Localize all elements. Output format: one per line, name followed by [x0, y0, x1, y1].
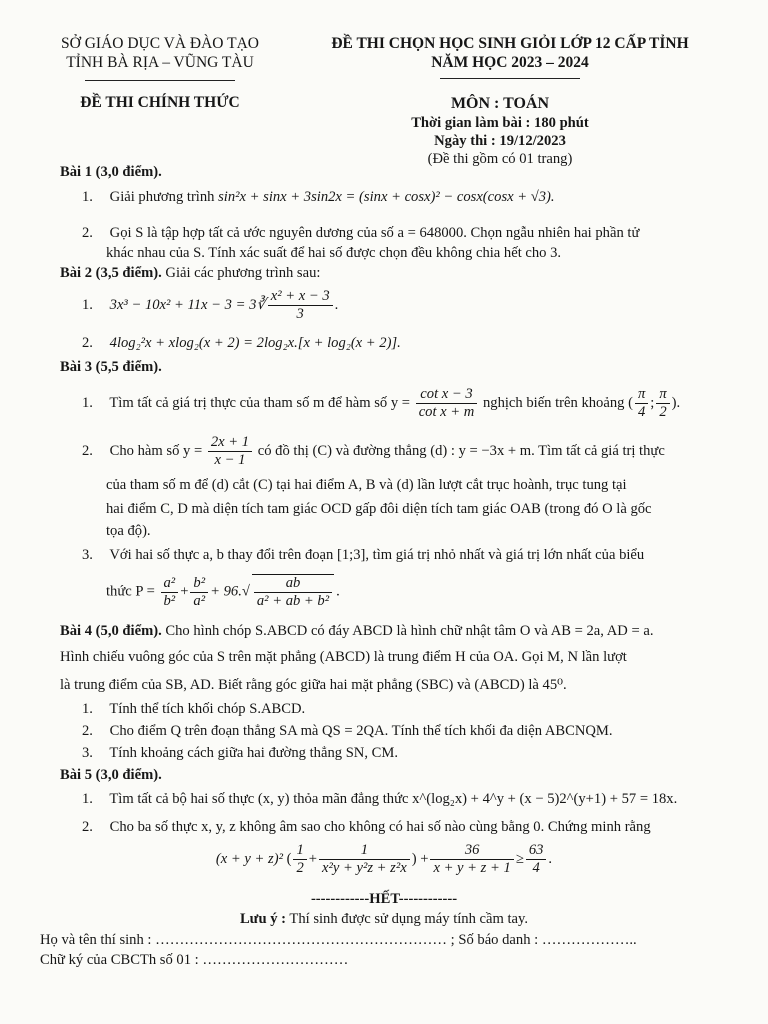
- equation: sin²x + sinx + 3sin2x = (sinx + cosx)² − cosx(cosx + √3).: [218, 189, 555, 205]
- numerator: a²: [163, 574, 176, 591]
- denominator: a²: [190, 592, 208, 610]
- question-item: 1. Tìm tất cả giá trị thực của tham số m để hàm số y = $\frac{\text{cot x − 3}}{\text{cot x + m}}$ nghịch biến trên khoảng ( $\frac{\pi}{4}$ ; $\frac{\pi}{2}$ ).: [82, 386, 681, 420]
- denominator: b²: [161, 592, 179, 610]
- header-divider: [440, 78, 580, 79]
- subject-block: [400, 94, 600, 168]
- item-number: 3.: [82, 547, 93, 563]
- section-heading: [60, 264, 320, 283]
- numerator: π: [659, 386, 667, 402]
- exam-date: Ngày thi : 19/12/2023: [434, 133, 566, 149]
- subject: MÔN : TOÁN: [450, 95, 550, 112]
- question-item: [82, 790, 722, 809]
- item-number: 1.: [82, 394, 93, 411]
- question-text: Tìm tất cả bộ hai số thực (x, y) thỏa mãn đẳng thức x^(log₂x) + 4^y + (x − 5)2^(y+1) + 57 = 18x.: [109, 791, 678, 807]
- fraction: [161, 575, 179, 610]
- numerator: 63: [528, 842, 544, 858]
- item-number: 1.: [82, 296, 93, 313]
- section-title: Bài 5 (3,0 điểm).: [60, 767, 162, 783]
- numerator: 1: [296, 842, 304, 858]
- fraction: [656, 386, 669, 421]
- question-text: của tham số m để (d) cắt (C) tại hai điểm A, B và (d) lần lượt cắt trục hoành, trục tung tại: [106, 477, 627, 493]
- formula-part: (x + y + z)²: [215, 850, 283, 867]
- item-number: 1.: [82, 791, 93, 807]
- section-paragraph: [60, 622, 720, 641]
- item-number: 2.: [82, 335, 93, 351]
- section-title: Bài 2 (3,5 điểm).: [60, 265, 162, 281]
- fraction: [319, 842, 410, 877]
- question-item: [82, 334, 722, 353]
- item-number: 2.: [82, 225, 93, 241]
- fraction: [268, 288, 333, 323]
- question-item: [82, 700, 722, 719]
- fraction: [416, 386, 478, 421]
- question-text: Với hai số thực a, b thay đổi trên đoạn [1;3], tìm giá trị nhỏ nhất và giá trị lớn nhất của biểu: [109, 547, 645, 563]
- denominator: 2: [293, 859, 306, 877]
- header-divider: [85, 80, 235, 81]
- denominator: cot x + m: [416, 403, 478, 421]
- denominator: a² + ab + b²: [254, 592, 332, 610]
- question-text: Giải phương trình: [109, 189, 215, 205]
- numerator: b²: [193, 574, 206, 591]
- question-text: Cho hàm số y =: [109, 442, 203, 459]
- header-left: [40, 34, 280, 113]
- question-text: thức P =: [106, 583, 155, 600]
- question-text: Tìm tất cả giá trị thực của tham số m để hàm số y =: [109, 394, 411, 411]
- question-text: Gọi S là tập hợp tất cả ước nguyên dương của số a = 648000. Chọn ngẫu nhiên hai phần tử: [109, 225, 640, 241]
- numerator: cot x − 3: [420, 386, 473, 402]
- formula-line: thức P = $\frac{\text{a²}}{\text{b²}}$ + $\frac{\text{b²}}{\text{a²}}$ + 96.√ $\frac{ab}{\text{a² + ab + b²}}$ .: [106, 574, 340, 609]
- header-right: [300, 34, 720, 79]
- school-year: NĂM HỌC 2023 – 2024: [431, 54, 589, 71]
- fraction: [635, 386, 648, 421]
- note-label: Lưu ý :: [239, 911, 287, 927]
- numerator: 2x + 1: [210, 434, 250, 450]
- fraction: [252, 574, 334, 610]
- section-title: Bài 3 (5,5 điểm).: [60, 359, 162, 375]
- item-number: 2.: [82, 819, 93, 835]
- duration: Thời gian làm bài : 180 phút: [411, 115, 589, 131]
- question-item: [82, 188, 722, 207]
- denominator: 4: [635, 403, 648, 421]
- note: [0, 910, 768, 929]
- exam-title: ĐỀ THI CHỌN HỌC SINH GIỎI LỚP 12 CẤP TỈNH: [331, 35, 689, 52]
- denominator: 3: [268, 305, 333, 323]
- denominator: 4: [526, 859, 547, 877]
- fraction: [208, 434, 252, 469]
- question-item: [82, 434, 722, 469]
- paragraph-text: Cho hình chóp S.ABCD có đáy ABCD là hình chữ nhật tâm O và AB = 2a, AD = a.: [165, 623, 654, 639]
- question-text: Cho điểm Q trên đoạn thẳng SA mà QS = 2QA. Tính thể tích khối đa diện ABCNQM.: [109, 723, 613, 739]
- note-text: Thí sinh được sử dụng máy tính cầm tay.: [289, 911, 529, 927]
- numerator: 1: [360, 842, 368, 858]
- fraction: [293, 842, 306, 877]
- candidate-name-line: Họ và tên thí sinh : …………………………………………………… ; Số báo danh : ………………..: [40, 932, 637, 948]
- numerator: x² + x − 3: [270, 288, 330, 304]
- equation: 4log₂²x + xlog₂(x + 2) = 2log₂x.[x + log₂(x + 2)].: [109, 335, 401, 351]
- denominator: x²y + y²z + z²x: [319, 859, 410, 877]
- paragraph-text: là trung điểm của SB, AD. Biết rằng góc giữa hai mặt phẳng (SBC) và (ABCD) là 45⁰.: [60, 677, 567, 693]
- question-text: có đồ thị (C) và đường thẳng (d) : y = −3x + m. Tìm tất cả giá trị thực: [257, 442, 665, 459]
- numerator: ab: [285, 575, 301, 591]
- denominator: x − 1: [208, 451, 252, 469]
- question-text: nghịch biến trên khoảng: [482, 394, 625, 411]
- question-item: [82, 224, 722, 243]
- official-label: ĐỀ THI CHÍNH THỨC: [80, 94, 240, 111]
- inequality: (x + y + z)² ( $\frac{1}{2}$ + $\frac{1}{\text{x²y + y²z + z²x}}$ ) + $\frac{36}{x + y + z + 1}$ ≥ $\frac{63}{4}$ .: [215, 842, 553, 876]
- question-text: hai điểm C, D mà diện tích tam giác OCD gấp đôi diện tích tam giác OAB (trong đó O là gốc: [106, 501, 652, 517]
- paragraph-text: Hình chiếu vuông góc của S trên mặt phẳng (ABCD) là trung điểm H của OA. Gọi M, N lần lượt: [60, 649, 627, 665]
- end-marker: ------------HẾT------------: [310, 891, 458, 907]
- equation: 3x³ − 10x² + 11x − 3 = 3: [109, 296, 257, 313]
- fraction: [190, 575, 208, 610]
- question-item: 1. 3x³ − 10x² + 11x − 3 = 3∛ $\frac{\text{x² + x − 3}}{3}$ .: [82, 288, 339, 322]
- numerator: π: [637, 386, 646, 402]
- denominator: x + y + z + 1: [430, 859, 513, 877]
- formula-part: + 96.: [210, 583, 242, 600]
- denominator: 2: [656, 403, 669, 421]
- numerator: 36: [464, 842, 480, 858]
- department-name: SỞ GIÁO DỤC VÀ ĐÀO TẠO: [61, 35, 259, 52]
- section-title: Bài 4 (5,0 điểm).: [60, 623, 162, 639]
- fraction: [430, 842, 513, 877]
- section-title: Bài 1 (3,0 điểm).: [60, 164, 162, 180]
- question-text: khác nhau của S. Tính xác suất để hai số được chọn đều không chia hết cho 3.: [106, 245, 562, 261]
- question-text: Tính thể tích khối chóp S.ABCD.: [109, 701, 306, 717]
- province-name: TỈNH BÀ RỊA – VŨNG TÀU: [66, 54, 254, 71]
- question-item: [82, 546, 722, 565]
- item-number: 1.: [82, 189, 93, 205]
- question-item: [82, 722, 722, 741]
- section-intro: Giải các phương trình sau:: [165, 265, 321, 281]
- page-count: (Đề thi gồm có 01 trang): [427, 151, 573, 167]
- item-number: 2.: [82, 723, 93, 739]
- question-text: Cho ba số thực x, y, z không âm sao cho không có hai số nào cùng bằng 0. Chứng minh rằng: [109, 819, 651, 835]
- question-text: Tính khoảng cách giữa hai đường thẳng SN, CM.: [109, 745, 399, 761]
- item-number: 2.: [82, 442, 93, 459]
- question-item: [82, 744, 722, 763]
- item-number: 1.: [82, 701, 93, 717]
- supervisor-sign-line: Chữ ký của CBCTh số 01 : …………………………: [40, 952, 349, 968]
- question-item: [82, 818, 722, 837]
- fraction: [526, 842, 547, 877]
- question-text: tọa độ).: [106, 523, 151, 539]
- item-number: 3.: [82, 745, 93, 761]
